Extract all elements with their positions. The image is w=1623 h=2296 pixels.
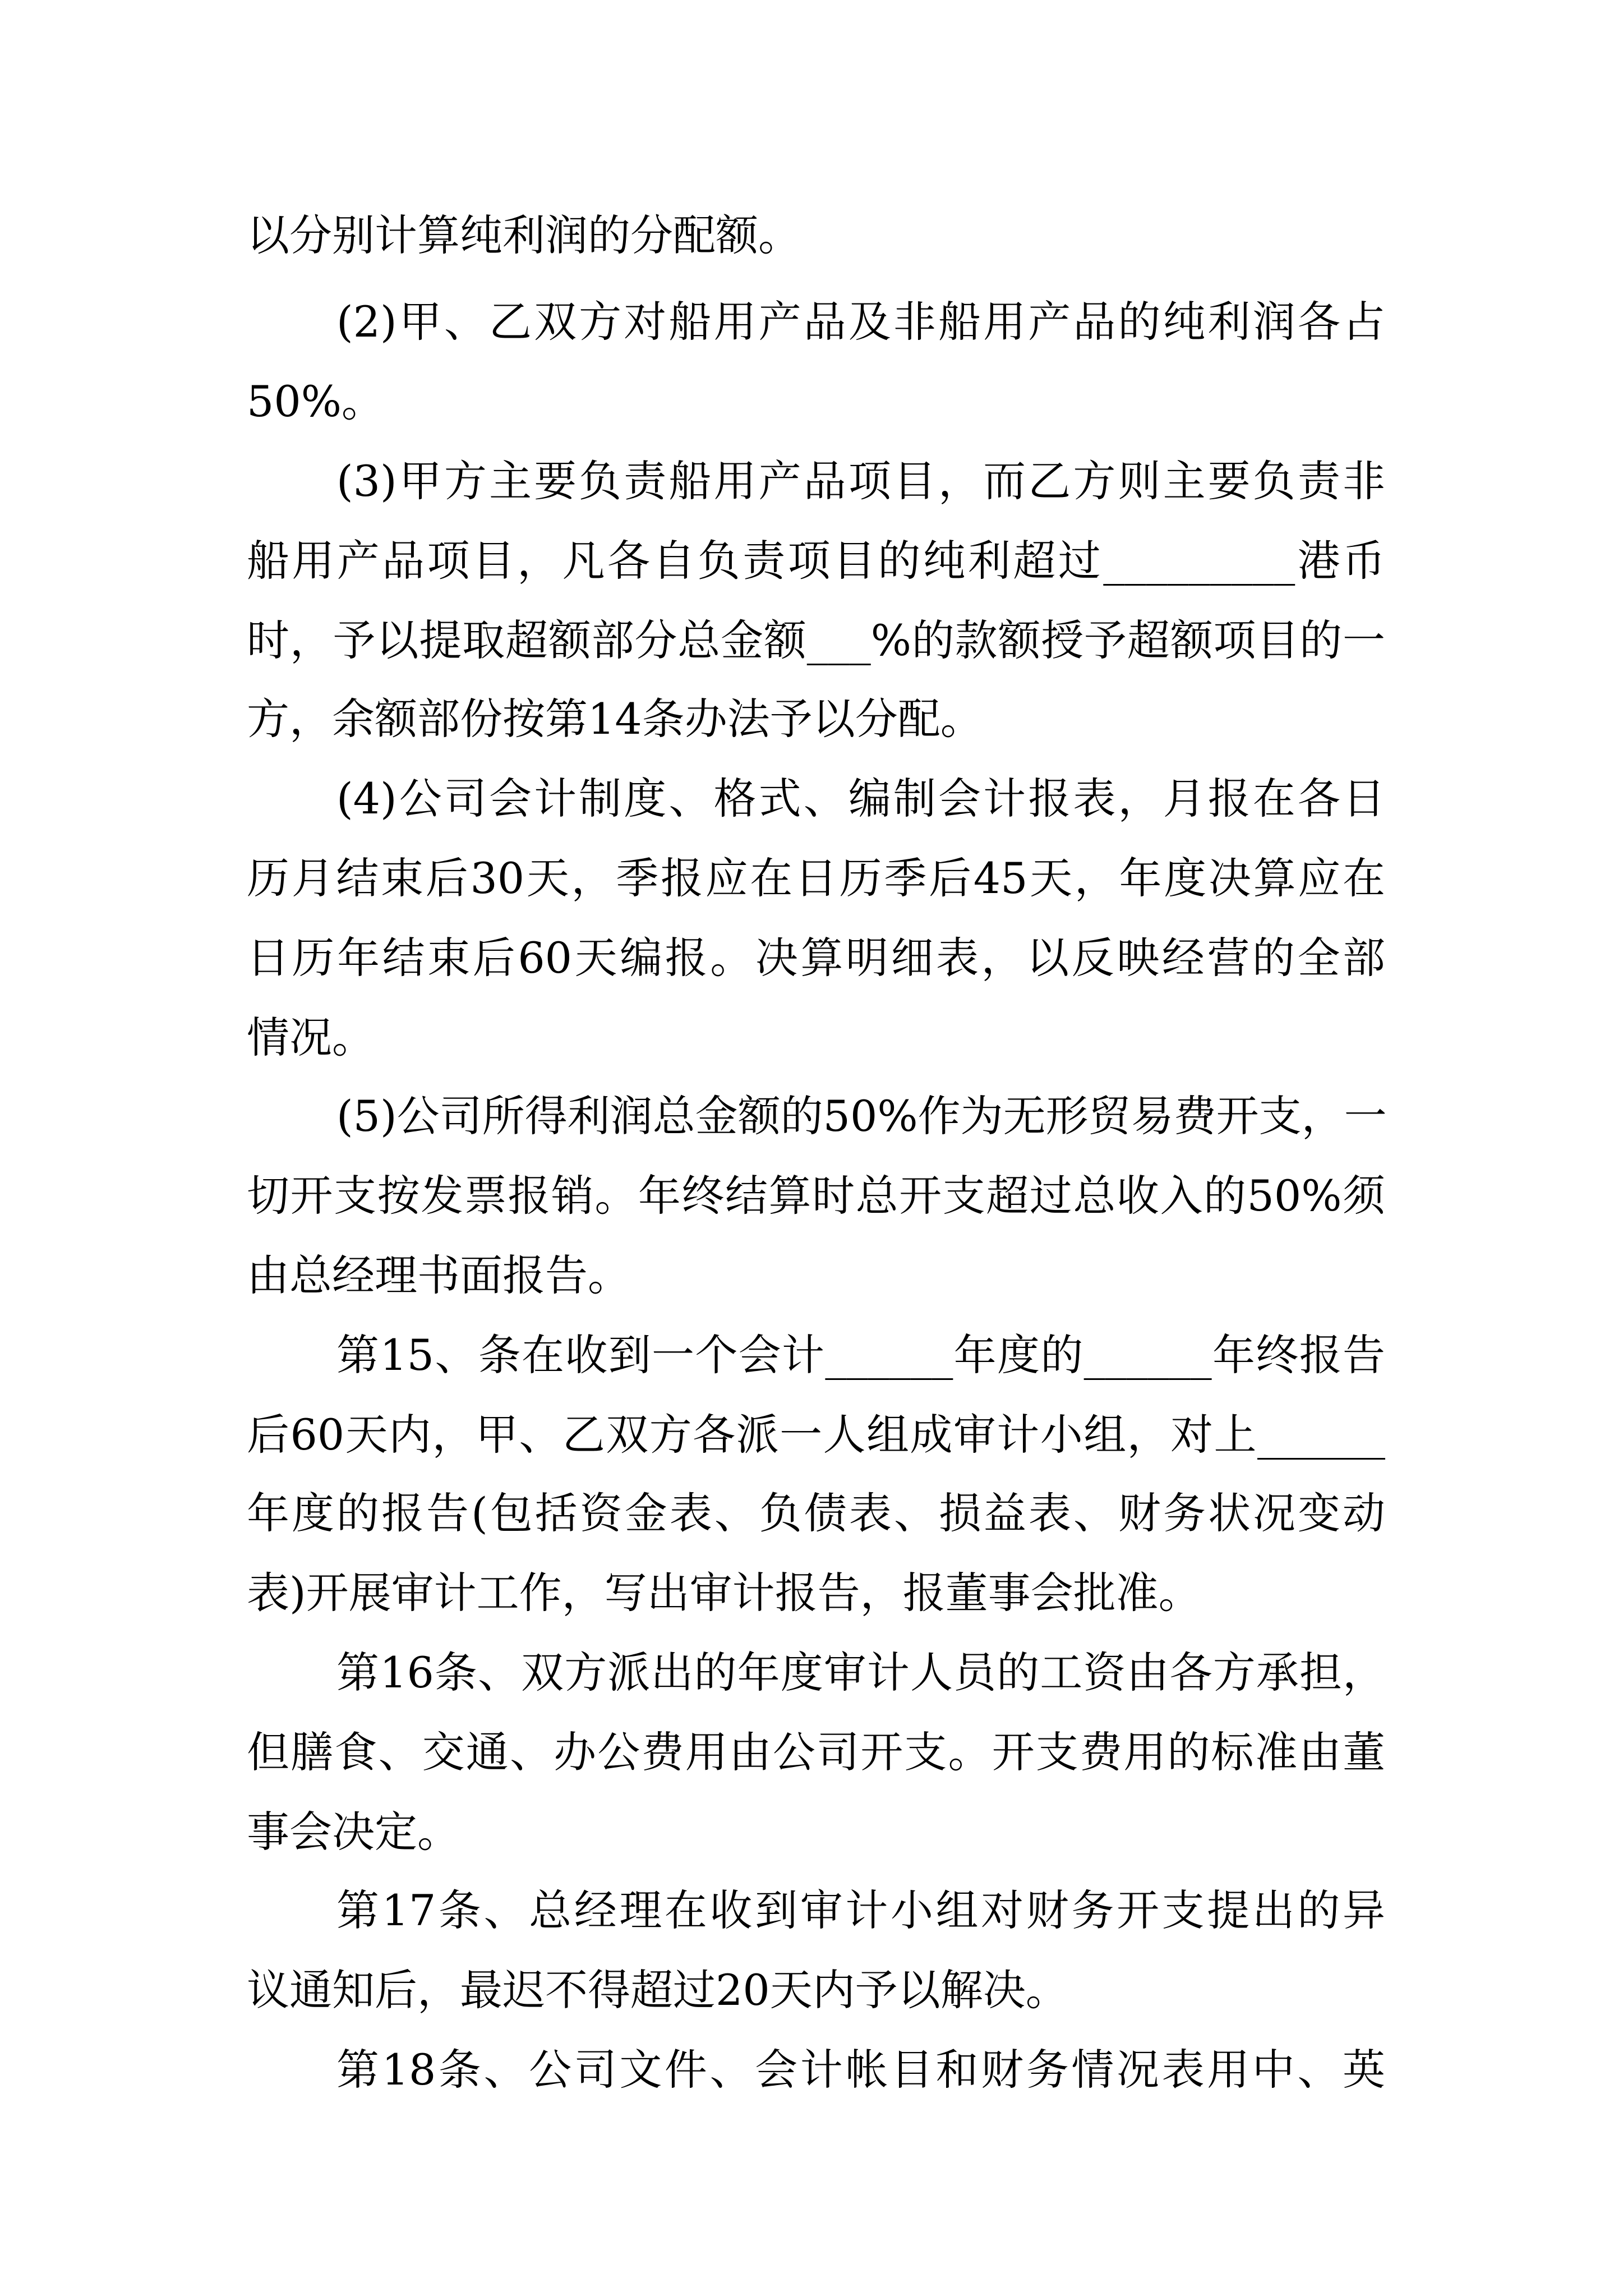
- text-line: (2)甲、乙双方对船用产品及非船用产品的纯利润各占: [336, 297, 1385, 347]
- text-line: 第15、条在收到一个会计______年度的______年终报告: [336, 1330, 1385, 1380]
- text-line: (5)公司所得利润总金额的50%作为无形贸易费开支，一: [336, 1091, 1387, 1141]
- text-line: (3)甲方主要负责船用产品项目，而乙方则主要负责非: [336, 456, 1385, 506]
- text-line: (4)公司会计制度、格式、编制会计报表，月报在各日: [336, 774, 1385, 823]
- text-line: 船用产品项目，凡各自负责项目的纯利超过_________港币: [247, 536, 1385, 586]
- text-line: 情况。: [247, 1013, 375, 1062]
- text-line: 切开支按发票报销。年终结算时总开支超过总收入的50%须: [247, 1171, 1385, 1221]
- text-line: 方，余额部份按第14条办法予以分配。: [247, 694, 983, 744]
- text-line: 第18条、公司文件、会计帐目和财务情况表用中、英: [336, 2045, 1385, 2095]
- text-line: 以分别计算纯利润的分配额。: [247, 210, 801, 260]
- text-line: 议通知后，最迟不得超过20天内予以解决。: [247, 1965, 1068, 2015]
- text-line: 历月结束后30天，季报应在日历季后45天，年度决算应在: [247, 853, 1385, 903]
- text-line: 事会决定。: [247, 1807, 460, 1857]
- text-line: 由总经理书面报告。: [247, 1250, 630, 1300]
- text-line: 时，予以提取超额部分总金额___%的款额授予超额项目的一: [247, 615, 1385, 665]
- text-line: 50%。: [247, 376, 384, 426]
- text-line: 第16条、双方派出的年度审计人员的工资由各方承担，: [336, 1648, 1385, 1697]
- text-line: 日历年结束后60天编报。决算明细表，以反映经营的全部: [247, 933, 1385, 983]
- text-line: 但膳食、交通、办公费用由公司开支。开支费用的标准由董: [247, 1727, 1385, 1777]
- text-line: 第17条、总经理在收到审计小组对财务开支提出的异: [336, 1885, 1385, 1935]
- text-line: 年度的报告(包括资金表、负债表、损益表、财务状况变动: [247, 1488, 1385, 1538]
- text-line: 表)开展审计工作，写出审计报告，报董事会批准。: [247, 1568, 1201, 1618]
- text-line: 后60天内，甲、乙双方各派一人组成审计小组，对上______: [247, 1410, 1385, 1460]
